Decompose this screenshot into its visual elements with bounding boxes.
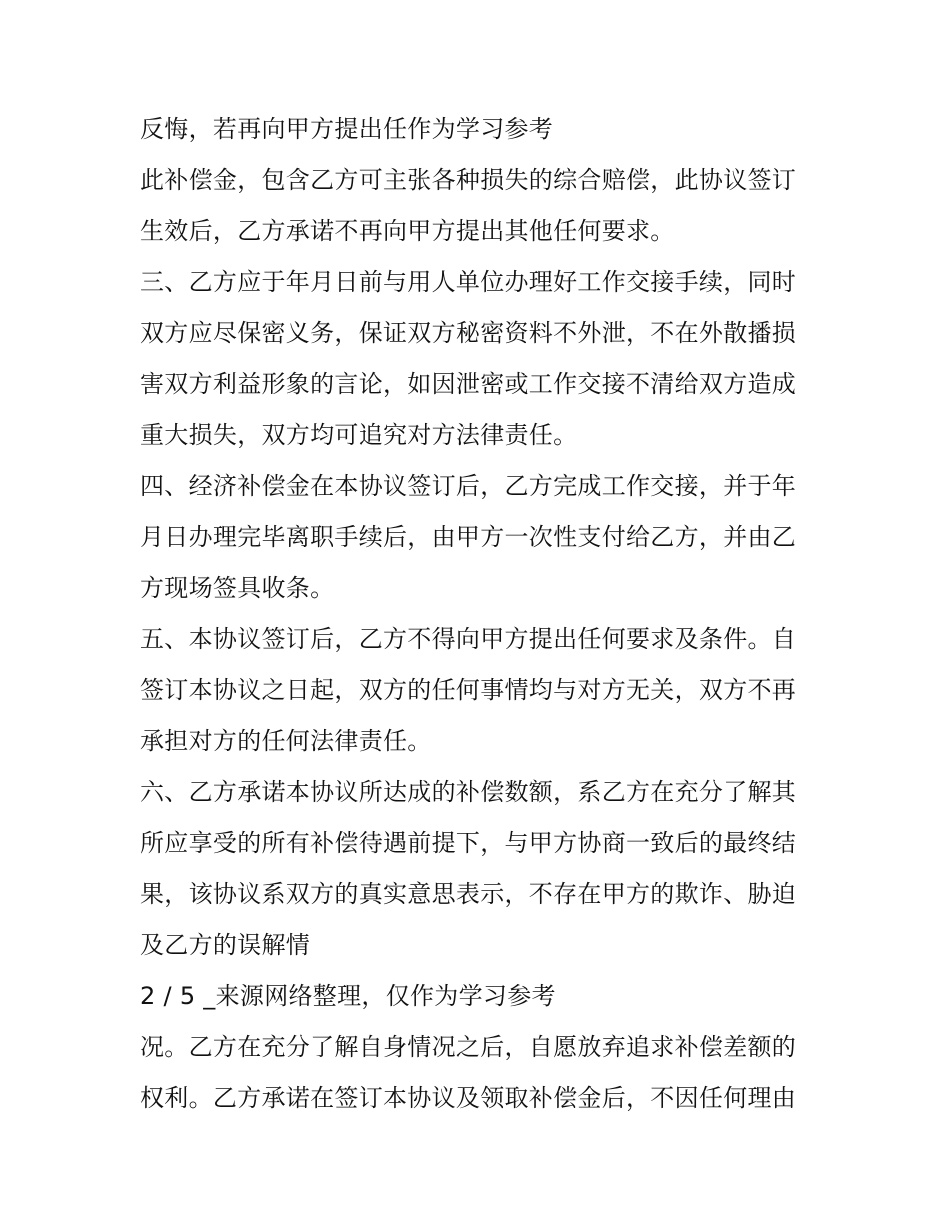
text-line: 重大损失，双方均可追究对方法律责任。 (140, 421, 578, 449)
text-line: 果，该协议系双方的真实意思表示，不存在甲方的欺诈、胁迫 (140, 880, 797, 908)
document-body (140, 104, 830, 1124)
text-line: 此补偿金，包含乙方可主张各种损失的综合赔偿，此协议签订 (140, 166, 797, 194)
text-line: 生效后，乙方承诺不再向甲方提出其他任何要求。 (140, 217, 675, 245)
text-line: 五、本协议签订后，乙方不得向甲方提出任何要求及条件。自 (140, 625, 797, 653)
text-line: 承担对方的任何法律责任。 (140, 727, 432, 755)
text-line: 月日办理完毕离职手续后，由甲方一次性支付给乙方，并由乙 (140, 523, 797, 551)
text-line: 三、乙方应于年月日前与用人单位办理好工作交接手续，同时 (140, 268, 797, 296)
text-line: 害双方利益形象的言论，如因泄密或工作交接不清给双方造成 (140, 370, 797, 398)
text-line: 况。乙方在充分了解自身情况之后，自愿放弃追求补偿差额的 (140, 1033, 797, 1061)
text-line: 六、乙方承诺本协议所达成的补偿数额，系乙方在充分了解其 (140, 778, 797, 806)
text-line: 四、经济补偿金在本协议签订后，乙方完成工作交接，并于年 (140, 472, 797, 500)
text-line: 双方应尽保密义务，保证双方秘密资料不外泄，不在外散播损 (140, 319, 797, 347)
text-line: 签订本协议之日起，双方的任何事情均与对方无关，双方不再 (140, 676, 797, 704)
page-number-line: 2 / 5 _来源网络整理，仅作为学习参考 (140, 982, 556, 1010)
text-line: 所应享受的所有补偿待遇前提下，与甲方协商一致后的最终结 (140, 829, 797, 857)
text-line: 权利。乙方承诺在签订本协议及领取补偿金后，不因任何理由 (140, 1084, 797, 1112)
text-line: 及乙方的误解情 (140, 931, 311, 959)
text-line: 反悔，若再向甲方提出任作为学习参考 (140, 115, 554, 143)
text-line: 方现场签具收条。 (140, 574, 335, 602)
